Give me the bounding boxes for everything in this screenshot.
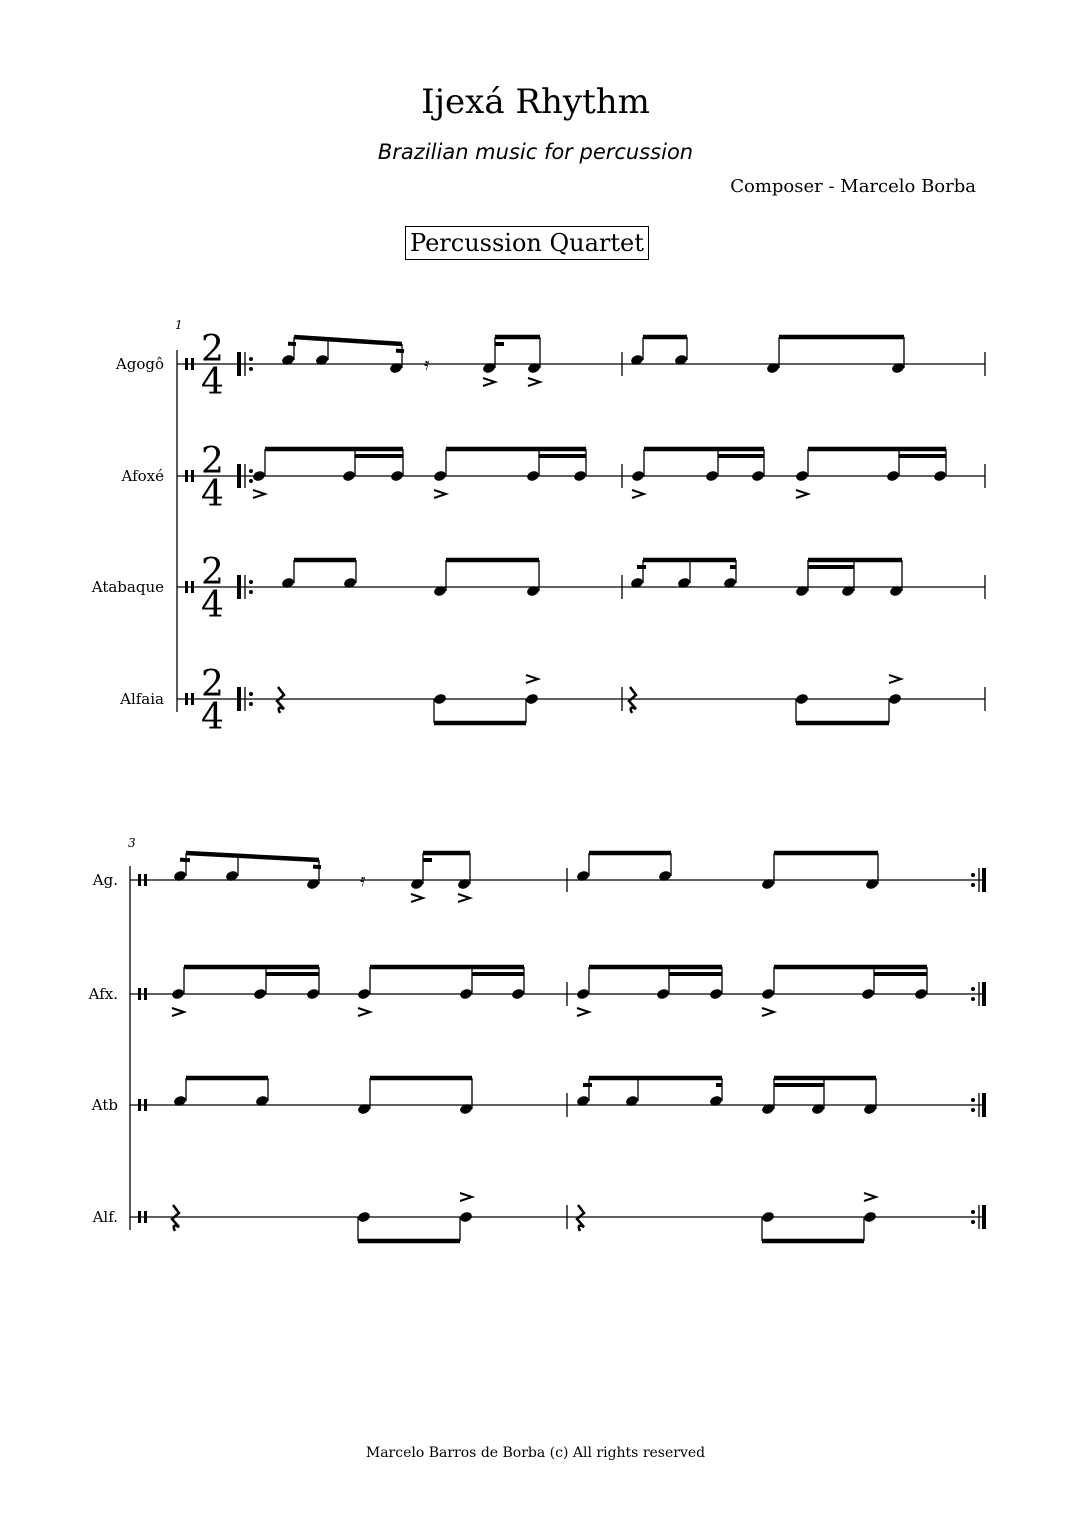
notehead: [576, 988, 590, 1001]
time-signature-denominator: 4: [201, 697, 224, 738]
instrument-label-afoxe: Afoxé: [121, 467, 164, 485]
percussion-clef: [138, 988, 141, 1000]
time-signature-numerator: 2: [201, 329, 224, 370]
sixteenth-rest: 𝄿: [424, 354, 430, 375]
notehead: [631, 470, 645, 483]
notehead: [357, 1211, 371, 1224]
percussion-clef: [144, 874, 147, 886]
repeat-dot: [971, 997, 975, 1001]
measure-number: 1: [175, 318, 183, 332]
notehead: [709, 988, 723, 1001]
repeat-dot: [249, 580, 253, 584]
repeat-dot: [971, 1210, 975, 1214]
accent-mark: [411, 894, 423, 902]
notehead: [751, 470, 765, 483]
percussion-clef: [191, 358, 194, 370]
repeat-dot: [971, 1098, 975, 1102]
notehead: [342, 470, 356, 483]
section-label: Percussion Quartet: [405, 226, 649, 260]
repeat-dot: [971, 873, 975, 877]
accent-mark: [864, 1193, 876, 1201]
notehead: [933, 470, 947, 483]
notehead: [795, 693, 809, 706]
accent-mark: [528, 378, 540, 386]
accent-mark: [577, 1008, 589, 1016]
repeat-start-barline: [237, 687, 241, 711]
accent-mark: [172, 1008, 184, 1016]
percussion-clef: [185, 358, 188, 370]
repeat-dot: [249, 590, 253, 594]
instrument-label-afoxe: Afx.: [88, 985, 118, 1003]
accent-mark: [460, 1193, 472, 1201]
measure-number: 3: [128, 836, 136, 850]
time-signature-denominator: 4: [201, 585, 224, 626]
instrument-label-agogo: Ag.: [92, 871, 118, 889]
time-signature-denominator: 4: [201, 474, 224, 515]
beam: [294, 337, 402, 344]
notehead: [525, 693, 539, 706]
accent-mark: [458, 894, 470, 902]
accent-mark: [358, 1008, 370, 1016]
repeat-dot: [971, 1220, 975, 1224]
repeat-start-barline: [237, 464, 241, 488]
repeat-end-barline: [982, 868, 986, 892]
notehead: [171, 988, 185, 1001]
secondary-beam: [396, 351, 404, 352]
repeat-end-barline: [982, 1205, 986, 1229]
accent-mark: [762, 1008, 774, 1016]
notehead: [795, 470, 809, 483]
quarter-rest: [172, 1205, 179, 1231]
notehead: [863, 1211, 877, 1224]
notehead: [253, 988, 267, 1001]
score-subtitle: Brazilian music for percussion: [377, 140, 694, 164]
notehead: [390, 470, 404, 483]
instrument-label-agogo: Agogô: [115, 355, 164, 373]
notehead: [861, 988, 875, 1001]
time-signature-numerator: 2: [201, 552, 224, 593]
secondary-beam: [288, 344, 296, 345]
percussion-clef: [144, 1099, 147, 1111]
accent-mark: [526, 675, 538, 683]
percussion-clef: [138, 1211, 141, 1223]
notehead: [761, 988, 775, 1001]
instrument-label-atabaque: Atb: [91, 1096, 118, 1114]
time-signature-numerator: 2: [201, 664, 224, 705]
notehead: [526, 470, 540, 483]
percussion-clef: [185, 693, 188, 705]
percussion-clef: [144, 988, 147, 1000]
repeat-dot: [249, 702, 253, 706]
quarter-rest: [577, 1205, 584, 1231]
notehead: [433, 470, 447, 483]
repeat-end-barline: [982, 1093, 986, 1117]
sixteenth-rest: 𝄿: [360, 870, 366, 891]
percussion-clef: [191, 693, 194, 705]
percussion-clef: [185, 581, 188, 593]
beam: [186, 853, 319, 860]
accent-mark: [889, 675, 901, 683]
accent-mark: [253, 490, 265, 498]
repeat-dot: [249, 357, 253, 361]
copyright-footer: Marcelo Barros de Borba (c) All rights reserved: [365, 1445, 706, 1461]
notehead: [433, 693, 447, 706]
repeat-dot: [249, 469, 253, 473]
percussion-clef: [185, 470, 188, 482]
instrument-label-alfaia: Alf.: [92, 1208, 118, 1226]
percussion-clef: [191, 470, 194, 482]
repeat-dot: [249, 692, 253, 696]
notehead: [459, 1211, 473, 1224]
notehead: [306, 988, 320, 1001]
quarter-rest: [629, 687, 636, 713]
notehead: [888, 693, 902, 706]
notehead: [459, 988, 473, 1001]
secondary-beam: [180, 860, 190, 861]
notehead: [573, 470, 587, 483]
percussion-clef: [191, 581, 194, 593]
notehead: [914, 988, 928, 1001]
composer-credit: Composer - Marcelo Borba: [730, 176, 976, 197]
repeat-dot: [971, 987, 975, 991]
accent-mark: [796, 490, 808, 498]
repeat-end-barline: [982, 982, 986, 1006]
notehead: [705, 470, 719, 483]
repeat-dot: [249, 367, 253, 371]
instrument-label-atabaque: Atabaque: [91, 578, 164, 596]
repeat-start-barline: [237, 352, 241, 376]
accent-mark: [483, 378, 495, 386]
accent-mark: [632, 490, 644, 498]
notehead: [357, 988, 371, 1001]
notehead: [886, 470, 900, 483]
notehead: [656, 988, 670, 1001]
time-signature-denominator: 4: [201, 362, 224, 403]
quarter-rest: [277, 687, 284, 713]
percussion-clef: [138, 874, 141, 886]
time-signature-numerator: 2: [201, 441, 224, 482]
percussion-clef: [144, 1211, 147, 1223]
notehead: [761, 1211, 775, 1224]
repeat-dot: [971, 883, 975, 887]
notehead: [252, 470, 266, 483]
accent-mark: [434, 490, 446, 498]
instrument-label-alfaia: Alfaia: [120, 690, 164, 708]
repeat-start-barline: [237, 575, 241, 599]
score-title: Ijexá Rhythm: [421, 82, 650, 122]
percussion-clef: [138, 1099, 141, 1111]
repeat-dot: [971, 1108, 975, 1112]
notehead: [511, 988, 525, 1001]
repeat-dot: [249, 479, 253, 483]
